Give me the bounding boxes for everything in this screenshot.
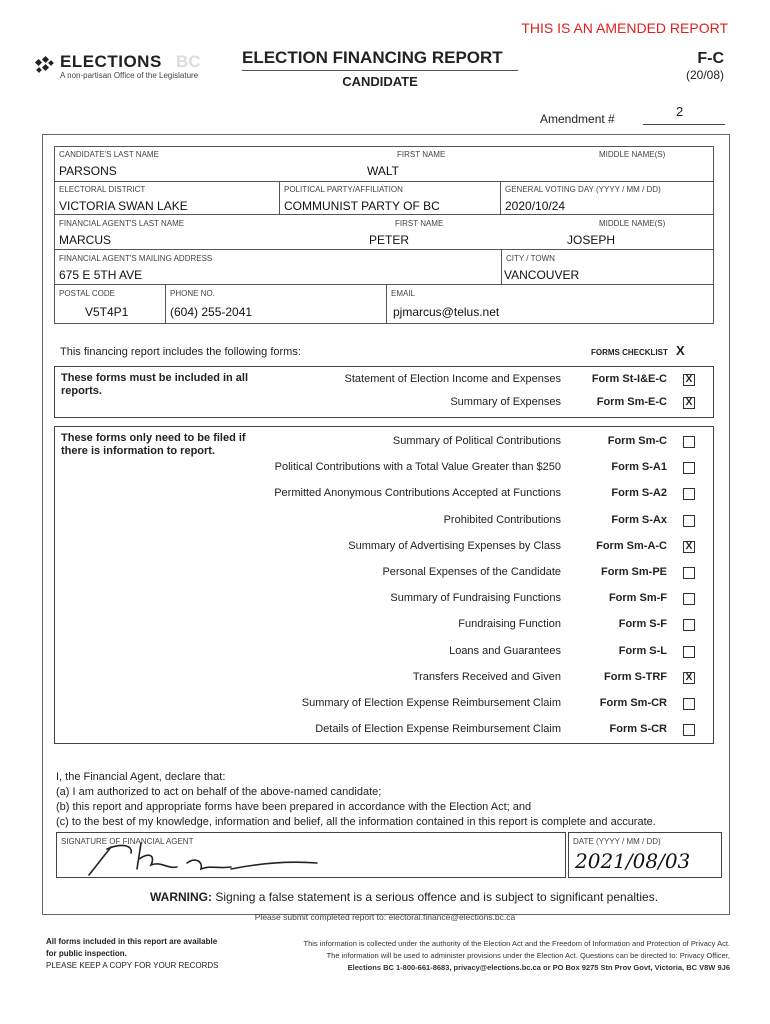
footer-left-line-2: for public inspection. [46, 949, 127, 958]
form-row-name: Fundraising Function [458, 618, 561, 631]
form-checkbox[interactable]: X [683, 397, 695, 409]
form-row-code: Form Sm-CR [599, 697, 667, 709]
agent-email-cell [386, 284, 714, 324]
amendment-number[interactable]: 2 [676, 104, 684, 119]
submit-instructions: Please submit completed report to: electoral.finance@elections.bc.ca [254, 912, 516, 922]
form-checkbox[interactable] [683, 593, 695, 605]
party-value[interactable]: COMMUNIST PARTY OF BC [284, 199, 440, 213]
form-checkbox[interactable] [683, 646, 695, 658]
form-row-code: Form Sm-PE [600, 566, 667, 578]
form-row-code: Form S-A1 [611, 461, 667, 474]
amendment-line [643, 124, 725, 125]
footer-right-line-2: The information will be used to administer provisions under the Election Act. Questions can be directed to: Privacy Officer, [326, 951, 730, 960]
logo-tagline: A non-partisan Office of the Legislature [60, 71, 199, 80]
footer-privacy-notice [240, 938, 730, 974]
agent-phone[interactable]: (604) 255-2041 [170, 305, 253, 319]
form-row-name: Permitted Anonymous Contributions Accepted at Functions [274, 487, 561, 500]
form-row-code: Form Sm-F [608, 592, 667, 605]
agent-address[interactable]: 675 E 5TH AVE [59, 268, 143, 282]
declaration-line-3: (b) this report and appropriate forms have been prepared in accordance with the Election Act; and [56, 801, 532, 813]
form-row-name: Details of Election Expense Reimbursement Claim [315, 723, 561, 736]
footer-right-line-1: This information is collected under the authority of the Election Act and the Freedom of Information and Protection of Privacy Act. [303, 939, 730, 948]
form-row-name: Prohibited Contributions [443, 513, 561, 526]
form-row-code: Form S-TRF [604, 670, 667, 683]
form-checkbox[interactable] [683, 567, 695, 579]
form-checkbox[interactable] [683, 698, 695, 710]
footer-right-line-3: Elections BC 1-800-661-8683, privacy@elections.bc.ca or PO Box 9275 Stn Prov Govt, Victoria, BC V8W 9J6 [347, 963, 730, 972]
form-row-code: Form S-F [618, 618, 667, 631]
agent-email-label: EMAIL [391, 289, 416, 298]
form-row-code: Form S-CR [609, 723, 667, 736]
candidate-last-name[interactable]: PARSONS [59, 164, 117, 178]
signature-box[interactable] [56, 832, 566, 878]
form-row-name: Loans and Guarantees [449, 644, 561, 657]
form-row-name: Summary of Advertising Expenses by Class [348, 539, 561, 552]
agent-email[interactable]: pjmarcus@telus.net [393, 305, 500, 319]
candidate-name-row [54, 146, 714, 182]
agent-city-label: CITY / TOWN [506, 254, 555, 263]
form-row-code: Form S-Ax [611, 513, 667, 526]
warning-label: WARNING: [150, 890, 212, 904]
optional-forms-heading: These forms only need to be filed if there is information to report. [61, 432, 246, 457]
form-checkbox[interactable] [683, 515, 695, 527]
required-forms-heading: These forms must be included in all reports. [61, 372, 249, 397]
agent-last-name[interactable]: MARCUS [59, 233, 112, 247]
forms-intro: This financing report includes the following forms: [60, 346, 301, 358]
form-row-name: Statement of Election Income and Expenses [344, 373, 561, 385]
footer-left-line-3: PLEASE KEEP A COPY FOR YOUR RECORDS [46, 961, 219, 970]
agent-postal-cell [54, 284, 166, 324]
amended-report-notice: THIS IS AN AMENDED REPORT [521, 20, 728, 36]
agent-middle-name[interactable]: JOSEPH [567, 233, 616, 247]
form-row-code: Form Sm-C [607, 435, 667, 447]
form-row-name: Summary of Election Expense Reimbursement Claim [301, 697, 561, 709]
candidate-last-name-label: CANDIDATE'S LAST NAME [59, 150, 159, 159]
candidate-first-name[interactable]: WALT [367, 164, 399, 178]
agent-last-name-label: FINANCIAL AGENT'S LAST NAME [59, 219, 185, 228]
logo-suffix: BC [176, 52, 201, 71]
candidate-first-name-label: FIRST NAME [397, 150, 446, 159]
agent-first-name[interactable]: PETER [369, 233, 410, 247]
form-row-name: Summary of Expenses [450, 396, 561, 408]
district-value[interactable]: VICTORIA SWAN LAKE [59, 199, 188, 213]
declaration-line-2: (a) I am authorized to act on behalf of the above-named candidate; [56, 786, 382, 798]
declaration-line-4: (c) to the best of my knowledge, information and belief, all the information contained in this report is complete and accurate. [56, 816, 656, 828]
footer-left-line-1: All forms included in this report are available [46, 937, 218, 946]
form-row-name: Political Contributions with a Total Value Greater than $250 [274, 461, 561, 474]
agent-middle-name-label: MIDDLE NAME(S) [599, 219, 666, 228]
report-title: ELECTION FINANCING REPORT [242, 48, 518, 71]
form-row-code: Form S-A2 [611, 487, 667, 500]
optional-forms-box [54, 426, 714, 744]
agent-postal[interactable]: V5T4P1 [85, 305, 129, 319]
amendment-label: Amendment # [540, 112, 615, 126]
form-version: (20/08) [685, 68, 724, 82]
form-checkbox[interactable] [683, 724, 695, 736]
footer-public-notice [46, 936, 219, 972]
forms-checklist-mark: X [676, 343, 685, 358]
handwritten-signature [81, 839, 321, 877]
form-row-name: Transfers Received and Given [412, 670, 561, 683]
voting-day-value[interactable]: 2020/10/24 [505, 199, 566, 213]
agent-first-name-label: FIRST NAME [395, 219, 444, 228]
voting-day-label: GENERAL VOTING DAY (YYYY / MM / DD) [505, 185, 661, 194]
form-row-code: Form Sm-E-C [596, 396, 667, 408]
signature-date-label: DATE (YYYY / MM / DD) [573, 837, 661, 846]
form-checkbox[interactable] [683, 619, 695, 631]
form-row-code: Form St-I&E-C [591, 373, 667, 385]
agent-postal-label: POSTAL CODE [59, 289, 116, 298]
agent-name-row [54, 214, 714, 250]
form-checkbox[interactable] [683, 436, 695, 448]
warning-text: Signing a false statement is a serious offence and is subject to significant penalties. [215, 890, 659, 904]
candidate-middle-name-label: MIDDLE NAME(S) [599, 150, 666, 159]
agent-city-cell [501, 249, 714, 285]
form-row-code: Form Sm-A-C [596, 539, 667, 552]
declaration-line-1: I, the Financial Agent, declare that: [56, 771, 226, 783]
form-row-code: Form S-L [618, 644, 667, 657]
district-cell [54, 181, 280, 215]
district-label: ELECTORAL DISTRICT [59, 185, 146, 194]
report-subtitle: CANDIDATE [342, 74, 418, 89]
party-cell [279, 181, 501, 215]
signature-date[interactable]: 2021/08/03 [575, 849, 691, 873]
form-checkbox[interactable]: X [683, 374, 695, 386]
declaration [56, 770, 656, 830]
elections-bc-logo-icon [34, 54, 56, 76]
signature-date-box[interactable] [568, 832, 722, 878]
signature-label: SIGNATURE OF FINANCIAL AGENT [61, 837, 194, 846]
form-row-name: Personal Expenses of the Candidate [382, 566, 561, 578]
form-checkbox[interactable]: X [683, 672, 695, 684]
agent-city[interactable]: VANCOUVER [504, 268, 580, 282]
agent-address-label: FINANCIAL AGENT'S MAILING ADDRESS [59, 254, 213, 263]
form-checkbox[interactable] [683, 462, 695, 474]
logo-wordmark: ELECTIONS [60, 52, 162, 71]
required-forms-box [54, 366, 714, 418]
agent-phone-cell [165, 284, 387, 324]
warning [150, 890, 658, 904]
forms-checklist-label: FORMS CHECKLIST [591, 348, 668, 357]
form-row-name: Summary of Fundraising Functions [390, 592, 561, 605]
agent-address-cell [54, 249, 502, 285]
form-checkbox[interactable] [683, 488, 695, 500]
agent-phone-label: PHONE NO. [170, 289, 215, 298]
form-checkbox[interactable]: X [683, 541, 695, 553]
voting-day-cell [500, 181, 714, 215]
form-id: F-C [697, 50, 724, 67]
form-row-name: Summary of Political Contributions [392, 435, 561, 447]
party-label: POLITICAL PARTY/AFFILIATION [284, 185, 403, 194]
